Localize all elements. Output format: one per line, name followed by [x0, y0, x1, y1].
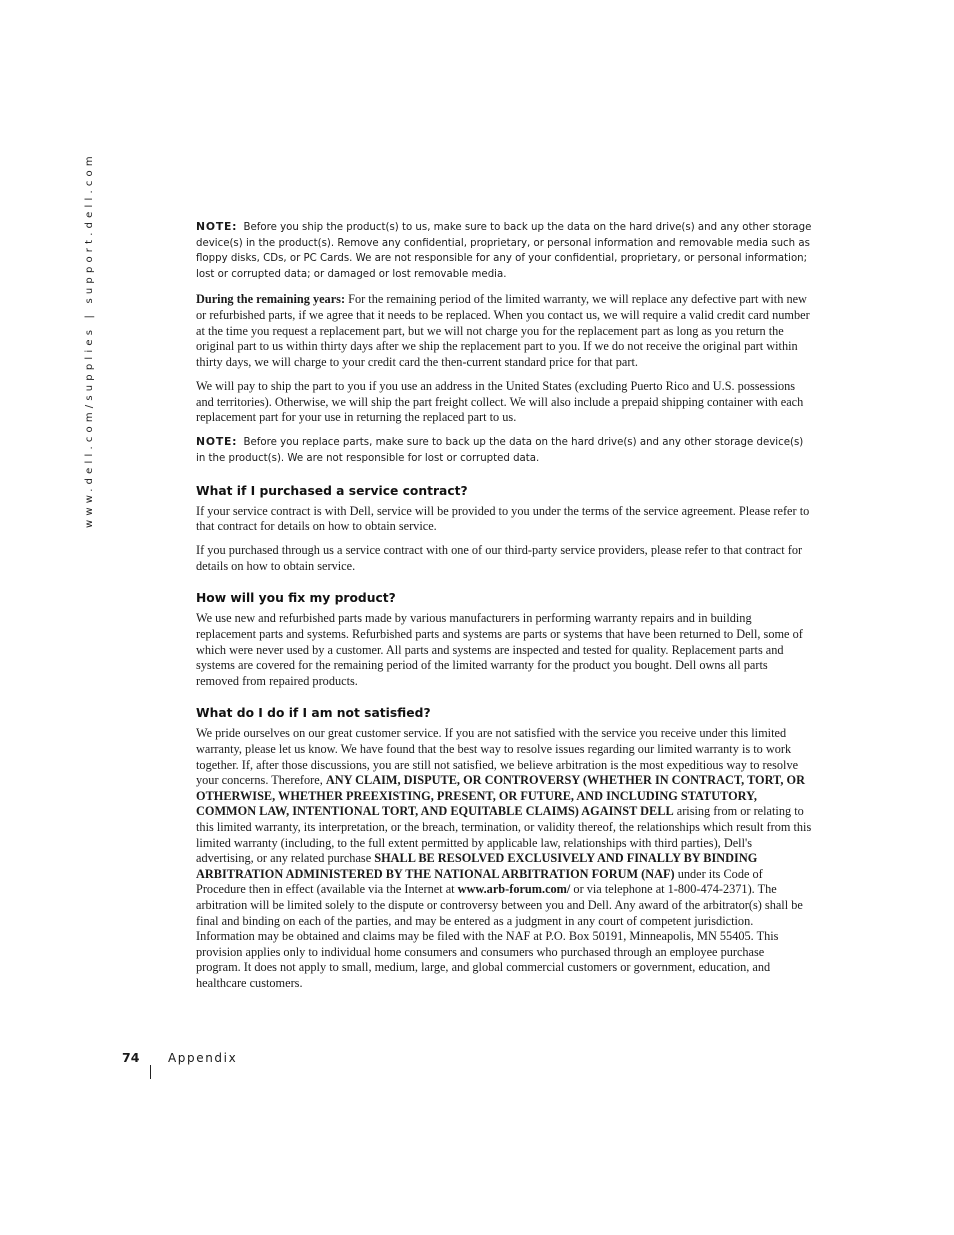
arbitration-bold-2: SHALL BE RESOLVED EXCLUSIVELY AND FINALLY BY BINDING ARBITRATION ADMINISTERED BY THE NATIONAL ARBITRATION FORUM (NAF)	[196, 851, 758, 881]
service-contract-paragraph-1: If your service contract is with Dell, service will be provided to you under the terms of the service agreement. Please refer to that contract for details on how to obtain service.	[196, 503, 810, 534]
sidebar-url: www.dell.com/supplies | support.dell.com	[84, 152, 95, 528]
arbitration-bold-1: ANY CLAIM, DISPUTE, OR CONTROVERSY (WHETHER IN CONTRACT, TORT, OR OTHERWISE, WHETHER PREEXISTING, PRESENT, OR FUTURE, AND INCLUDING STATUTORY, COMMON LAW, INTENTIONAL TORT, AND EQUITABLE CLAIMS) AGAINST DELL	[196, 773, 805, 819]
arb-forum-link[interactable]: www.arb-forum.com/	[457, 882, 571, 897]
heading-service-contract: What if I purchased a service contract?	[196, 483, 468, 498]
arbitration-text-4: or via telephone at 1-800-474-2371). The arbitration will be limited solely to the dispute or controversy between you and Dell. Any award of the arbitrator(s) shall be final and binding on each of the parties, and may be entered as a judgment in any court of competent jurisdiction. Information may be obtained and claims may be filed with the NAF at P.O. Box 50191, Minneapolis, MN 55405. This provision applies only to individual home consumers and consumers who purchased through an employee purchase program. It does not apply to small, medium, large, and global commercial customers or government, education, and healthcare customers.	[196, 882, 803, 990]
remaining-years-paragraph	[196, 292, 812, 370]
heading-not-satisfied: What do I do if I am not satisfied?	[196, 706, 431, 721]
arbitration-text-3: under its Code of Procedure then in effect (available via the Internet at	[196, 866, 763, 897]
page-content	[196, 219, 812, 1000]
note-label: NOTE:	[196, 435, 238, 449]
arbitration-text-1: We pride ourselves on our great customer service. If you are not satisfied with the service you receive under this limited warranty, please let us know. We have found that the best way to resolve issues regarding our limited warranty is to work together. If, after those discussions, you are still not satisfied, we believe arbitration is the most expeditious way to resolve your concerns. Therefore,	[196, 726, 799, 788]
footer-title: Appendix	[168, 1051, 238, 1065]
note-backup-before-replace	[196, 434, 812, 466]
note-backup-before-ship	[196, 219, 812, 282]
fix-product-paragraph: We use new and refurbished parts made by various manufacturers in performing warranty repairs and in building replacement parts and systems. Refurbished parts and systems are parts or systems that have been returned to Dell, some of which were never used by a customer. All parts and systems are inspected and tested for quality. Replacement parts and systems are covered for the remaining period of the limited warranty for the product you bought. Dell owns all parts removed from repaired products.	[196, 611, 803, 688]
footer-divider	[150, 1065, 151, 1079]
heading-fix-product: How will you fix my product?	[196, 591, 396, 606]
remaining-years-lead: During the remaining years:	[196, 292, 346, 307]
shipping-paragraph: We will pay to ship the part to you if you use an address in the United States (excluding Puerto Rico and U.S. possessions and territories). Otherwise, we will ship the part freight collect. We will also include a prepaid shipping container with each replacement part for your use in returning the replaced part to us.	[196, 378, 804, 425]
note-label: NOTE:	[196, 220, 238, 233]
page-number: 74	[122, 1050, 140, 1065]
not-satisfied-paragraph	[196, 726, 812, 991]
note-text: Before you ship the product(s) to us, make sure to back up the data on the hard drive(s) and any other storage device(s) in the product(s). Remove any confidential, proprietary, or personal information and removable media such as floppy disks, CDs, or PC Cards. We are not responsible for any of your confidential, proprietary, or personal information; lost or corrupted data; or damaged or lost removable media.	[196, 222, 812, 280]
note-text: Before you replace parts, make sure to back up the data on the hard drive(s) and any other storage device(s) in the product(s). We are not responsible for lost or corrupted data.	[196, 437, 804, 464]
arbitration-text-2: arising from or relating to this limited warranty, its interpretation, or the breach, termination, or validity thereof, the relationships which result from this limited warranty (including, to the full extent permitted by applicable law, relationships with third parties), Dell's advertising, or any related purchase	[196, 804, 812, 866]
service-contract-paragraph-2: If you purchased through us a service contract with one of our third-party service providers, please refer to that contract for details on how to obtain service.	[196, 543, 803, 573]
remaining-years-text: For the remaining period of the limited warranty, we will replace any defective part with new or refurbished parts, if we agree that it needs to be replaced. When you contact us, we will require a valid credit card number at the time you request a replacement part, but we will not charge you for the replacement part as long as you return the original part to us within thirty days after we ship the replacement part to you. If we do not receive the original part within thirty days, we will charge to your credit card the then-current standard price for that part.	[196, 292, 810, 369]
